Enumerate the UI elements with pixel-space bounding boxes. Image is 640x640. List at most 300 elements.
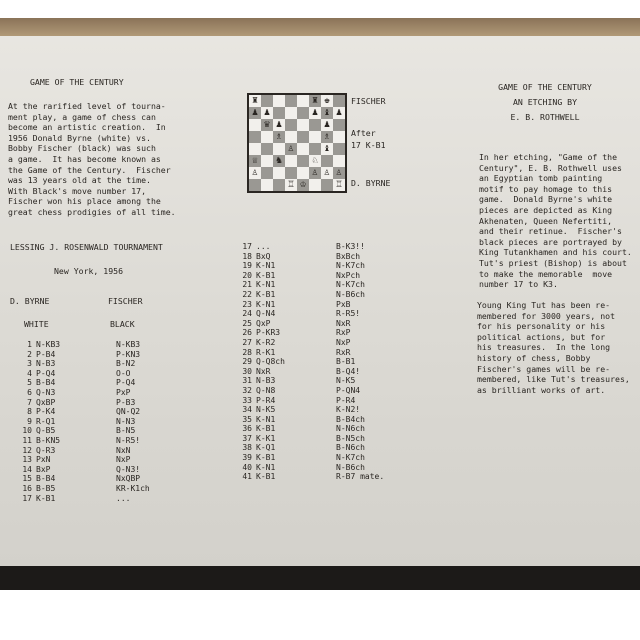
black-move: RxP — [336, 328, 351, 338]
move-number: 2 — [27, 349, 32, 359]
board-square — [273, 143, 285, 155]
white-move: B-B4 — [36, 378, 56, 388]
move-number: 21 — [242, 280, 252, 290]
right-article-title: GAME OF THE CENTURY — [498, 82, 592, 92]
black-king-icon: ♚ — [323, 95, 331, 106]
move-number: 27 — [242, 337, 252, 347]
board-square — [285, 107, 297, 119]
white-move: K-Q1 — [256, 443, 276, 453]
black-move: N-B6ch — [336, 462, 365, 472]
board-square — [249, 107, 261, 119]
text-line: history of chess, Bobby — [477, 352, 591, 363]
board-square — [273, 119, 285, 131]
move-row — [8, 484, 176, 494]
white-pawn-icon: ♙ — [335, 167, 343, 178]
white-bishop-icon: ♗ — [275, 131, 283, 142]
board-square — [321, 107, 333, 119]
black-move: O-O — [116, 368, 131, 378]
move-list-left — [8, 340, 176, 503]
black-move: P-QN4 — [336, 385, 361, 395]
move-row — [228, 415, 396, 425]
white-move: R-Q1 — [36, 416, 56, 426]
text-line: to make the memorable move — [479, 268, 613, 279]
move-number: 9 — [27, 416, 32, 426]
bottom-margin — [0, 590, 640, 640]
white-move: Q-N4 — [256, 309, 276, 319]
black-move: N-R5! — [116, 435, 141, 445]
white-move: PxN — [36, 455, 51, 465]
board-square — [273, 179, 285, 191]
board-square — [297, 143, 309, 155]
black-move: K-N2! — [336, 405, 361, 415]
move-number: 1 — [27, 340, 32, 349]
move-number: 25 — [242, 318, 252, 328]
text-line: game. Donald Byrne's white — [479, 194, 613, 205]
white-move: N-KB3 — [36, 340, 61, 349]
white-move: P-R4 — [256, 395, 276, 405]
board-square — [273, 107, 285, 119]
move-number: 38 — [242, 443, 252, 453]
white-move: N-B3 — [256, 376, 276, 386]
diagram-caption-after: After — [351, 128, 376, 138]
board-square — [321, 119, 333, 131]
move-row — [228, 252, 396, 262]
move-row — [228, 300, 396, 310]
board-square — [249, 179, 261, 191]
black-move: NxPch — [336, 270, 361, 280]
black-bishop-icon: ♝ — [323, 107, 331, 118]
white-move: K-N1 — [256, 414, 276, 424]
text-line: In her etching, "Game of the — [479, 152, 618, 162]
black-move: P-Q4 — [116, 378, 136, 388]
move-row — [228, 261, 396, 271]
board-square — [261, 167, 273, 179]
black-move: P-B3 — [116, 397, 136, 407]
black-move: QN-Q2 — [116, 407, 141, 417]
board-square — [309, 107, 321, 119]
white-move: N-B3 — [36, 359, 56, 369]
move-number: 11 — [22, 435, 32, 445]
move-row — [8, 417, 176, 427]
white-queen-icon: ♕ — [251, 155, 259, 166]
black-move: RxR — [336, 347, 351, 357]
black-column-label: BLACK — [110, 319, 135, 329]
board-square — [309, 167, 321, 179]
board-square — [333, 119, 345, 131]
tournament-place: New York, 1956 — [54, 266, 124, 276]
black-move: N-K5 — [336, 376, 356, 386]
move-row — [228, 376, 396, 386]
board-square — [285, 119, 297, 131]
diagram-bottom-player: D. BYRNE — [351, 178, 391, 188]
move-row — [8, 378, 176, 388]
white-move: B-B5 — [36, 483, 56, 493]
white-move: B-B4 — [36, 474, 56, 484]
board-square — [249, 167, 261, 179]
black-move: N-N3 — [116, 416, 136, 426]
board-square — [249, 95, 261, 107]
board-square — [285, 179, 297, 191]
move-row — [228, 434, 396, 444]
board-square — [333, 143, 345, 155]
text-line: King Tutankhamen and his court. — [479, 247, 632, 258]
white-move: Q-N8 — [256, 385, 276, 395]
move-number: 30 — [242, 366, 252, 376]
board-square — [297, 167, 309, 179]
white-rook-icon: ♖ — [335, 179, 343, 190]
board-square — [261, 95, 273, 107]
text-line: his treasures. In the long — [477, 342, 611, 353]
move-row — [8, 388, 176, 398]
move-number: 7 — [27, 397, 32, 407]
black-move: N-KB3 — [116, 340, 141, 349]
move-row — [228, 386, 396, 396]
board-square — [309, 119, 321, 131]
move-number: 3 — [27, 359, 32, 369]
move-number: 22 — [242, 289, 252, 299]
board-square — [249, 131, 261, 143]
black-pawn-icon: ♟ — [275, 119, 283, 130]
move-number: 41 — [242, 472, 252, 482]
board-square — [285, 143, 297, 155]
black-move: PxP — [116, 387, 131, 397]
black-move: P-KN3 — [116, 349, 141, 359]
board-square — [285, 167, 297, 179]
move-row — [8, 340, 176, 350]
move-number: 37 — [242, 433, 252, 443]
white-move: K-B1 — [256, 472, 276, 482]
board-square — [309, 131, 321, 143]
text-line: Century", E. B. Rothwell uses — [479, 162, 622, 173]
move-number: 17 — [242, 242, 252, 251]
board-square — [333, 107, 345, 119]
board-square — [261, 143, 273, 155]
board-square — [297, 107, 309, 119]
move-row — [228, 338, 396, 348]
right-article-paragraph-1 — [479, 152, 632, 290]
black-move: NxQBP — [116, 474, 141, 484]
move-row — [228, 319, 396, 329]
left-article-body — [8, 101, 176, 218]
move-number: 39 — [242, 453, 252, 463]
black-pawn-icon: ♟ — [263, 107, 271, 118]
move-row — [228, 396, 396, 406]
text-line: was 13 years old at the time. — [8, 175, 151, 186]
move-row — [8, 407, 176, 417]
move-number: 19 — [242, 261, 252, 271]
black-move: ... — [116, 493, 131, 503]
board-square — [321, 131, 333, 143]
board-square — [321, 143, 333, 155]
black-move: NxP — [336, 337, 351, 347]
board-square — [273, 95, 285, 107]
white-move: R-K1 — [256, 347, 276, 357]
move-number: 28 — [242, 347, 252, 357]
black-move: B-N2 — [116, 359, 136, 369]
board-square — [273, 167, 285, 179]
board-square — [261, 155, 273, 167]
move-row — [8, 455, 176, 465]
white-move: BxQ — [256, 251, 271, 261]
black-move: N-N6ch — [336, 424, 365, 434]
move-number: 29 — [242, 357, 252, 367]
black-rook-icon: ♜ — [311, 95, 319, 106]
black-move: N-K7ch — [336, 453, 365, 463]
board-square — [333, 95, 345, 107]
move-row — [228, 472, 396, 482]
move-row — [228, 424, 396, 434]
move-number: 5 — [27, 378, 32, 388]
text-line: Young King Tut has been re- — [477, 300, 611, 310]
board-square — [261, 119, 273, 131]
board-square — [333, 179, 345, 191]
black-move: P-R4 — [336, 395, 356, 405]
move-row — [8, 465, 176, 475]
board-square — [321, 179, 333, 191]
board-square — [309, 179, 321, 191]
black-rook-icon: ♜ — [251, 95, 259, 106]
chess-diagram — [247, 93, 347, 193]
board-square — [309, 155, 321, 167]
move-number: 34 — [242, 405, 252, 415]
board-square — [297, 95, 309, 107]
move-row — [228, 290, 396, 300]
black-move: N-K7ch — [336, 280, 365, 290]
move-number: 31 — [242, 376, 252, 386]
move-row — [228, 348, 396, 358]
white-move: NxR — [256, 366, 271, 376]
white-pawn-icon: ♙ — [323, 167, 331, 178]
move-number: 36 — [242, 424, 252, 434]
black-move: PxB — [336, 299, 351, 309]
white-move: K-B1 — [256, 453, 276, 463]
board-square — [297, 119, 309, 131]
white-column-label: WHITE — [24, 319, 49, 329]
text-line: motif to pay homage to this — [479, 183, 613, 194]
move-number: 13 — [22, 455, 32, 465]
board-square — [309, 143, 321, 155]
board-square — [333, 131, 345, 143]
white-move: K-K1 — [256, 433, 276, 443]
black-move: B-Q4! — [336, 366, 361, 376]
move-number: 23 — [242, 299, 252, 309]
move-row — [228, 280, 396, 290]
board-square — [261, 179, 273, 191]
board-square — [285, 95, 297, 107]
black-move: B-K3!! — [336, 242, 365, 251]
move-row — [8, 350, 176, 360]
move-number: 24 — [242, 309, 252, 319]
move-number: 8 — [27, 407, 32, 417]
black-move: NxR — [336, 318, 351, 328]
text-line: With Black's move number 17, — [8, 185, 147, 196]
black-pawn-icon: ♟ — [311, 107, 319, 118]
text-line: Fischer's games will be re- — [477, 363, 611, 374]
white-move: Q-R3 — [36, 445, 56, 455]
diagram-caption-move: 17 K-B1 — [351, 140, 386, 150]
black-move: B-N6ch — [336, 443, 365, 453]
black-pawn-icon: ♟ — [323, 119, 331, 130]
board-square — [333, 155, 345, 167]
move-number: 10 — [22, 426, 32, 436]
board-square — [321, 95, 333, 107]
move-number: 15 — [22, 474, 32, 484]
black-move: BxBch — [336, 251, 361, 261]
move-row — [228, 443, 396, 453]
black-bishop-icon: ♝ — [323, 143, 331, 154]
text-line: and their retinue. Fischer's — [479, 226, 622, 237]
white-bishop-icon: ♗ — [323, 131, 331, 142]
white-move: K-B1 — [36, 493, 56, 503]
black-pawn-icon: ♟ — [335, 107, 343, 118]
move-number: 40 — [242, 462, 252, 472]
text-line: for his personality or his — [477, 321, 606, 332]
text-line: Tut's priest (Bishop) is about — [479, 257, 627, 268]
text-line: Akhenaten, Queen Nefertiti, — [479, 215, 613, 226]
diagram-top-player: FISCHER — [351, 96, 386, 106]
black-move: NxN — [116, 445, 131, 455]
white-move: ... — [256, 242, 271, 251]
white-move: BxP — [36, 464, 51, 474]
board-square — [261, 131, 273, 143]
black-move: R-B7 mate. — [336, 472, 385, 482]
board-square — [249, 155, 261, 167]
white-move: P-K4 — [36, 407, 56, 417]
move-number: 33 — [242, 395, 252, 405]
move-number: 32 — [242, 385, 252, 395]
right-article-author: E. B. ROTHWELL — [510, 112, 580, 122]
white-move: K-B1 — [256, 289, 276, 299]
board-square — [309, 95, 321, 107]
black-move: N-B6ch — [336, 289, 365, 299]
white-move: Q-Q8ch — [256, 357, 285, 367]
white-rook-icon: ♖ — [287, 179, 295, 190]
text-line: black pieces are portrayed by — [479, 236, 622, 247]
board-square — [297, 179, 309, 191]
move-number: 35 — [242, 414, 252, 424]
move-row — [228, 328, 396, 338]
white-move: K-N1 — [256, 261, 276, 271]
board-square — [321, 167, 333, 179]
text-line: the Game of the Century. Fischer — [8, 164, 171, 175]
move-number: 16 — [22, 483, 32, 493]
black-player-name: FISCHER — [108, 296, 143, 306]
move-row — [228, 271, 396, 281]
text-line: political actions, but for — [477, 331, 606, 342]
move-row — [8, 436, 176, 446]
move-row — [228, 453, 396, 463]
move-row — [8, 369, 176, 379]
move-list-right — [228, 242, 396, 482]
black-move: Q-N3! — [116, 464, 141, 474]
tournament-name: LESSING J. ROSENWALD TOURNAMENT — [10, 242, 163, 252]
black-move: NxP — [116, 455, 131, 465]
white-pawn-icon: ♙ — [287, 143, 295, 154]
move-row — [228, 309, 396, 319]
text-line: a game. It has become known as — [8, 153, 161, 164]
white-king-icon: ♔ — [299, 179, 307, 190]
move-number: 14 — [22, 464, 32, 474]
right-article-paragraph-2 — [477, 300, 630, 395]
board-square — [285, 131, 297, 143]
black-move: B-N5ch — [336, 433, 365, 443]
white-move: K-N1 — [256, 280, 276, 290]
move-row — [8, 426, 176, 436]
move-row — [228, 357, 396, 367]
board-square — [297, 155, 309, 167]
move-row — [8, 494, 176, 504]
move-number: 20 — [242, 270, 252, 280]
white-move: N-K5 — [256, 405, 276, 415]
board-square — [333, 167, 345, 179]
white-move: QxBP — [36, 397, 56, 407]
text-line: 1956 Donald Byrne (white) vs. — [8, 132, 151, 143]
white-move: Q-B5 — [36, 426, 56, 436]
text-line: membered for 3000 years, not — [477, 310, 616, 321]
black-move: B-N5 — [116, 426, 136, 436]
move-row — [228, 367, 396, 377]
move-row — [8, 446, 176, 456]
text-line: as brilliant works of art. — [477, 384, 606, 395]
black-queen-icon: ♛ — [263, 119, 271, 130]
black-move: R-R5! — [336, 309, 361, 319]
move-row — [8, 359, 176, 369]
left-article-title: GAME OF THE CENTURY — [30, 77, 124, 87]
text-line: At the rarified level of tourna- — [8, 101, 166, 111]
white-move: K-N1 — [256, 462, 276, 472]
white-pawn-icon: ♙ — [311, 167, 319, 178]
white-player-name: D. BYRNE — [10, 296, 50, 306]
text-line: an Egyptian tomb painting — [479, 173, 603, 184]
text-line: ment play, a game of chess can — [8, 111, 156, 122]
text-line: number 17 to K3. — [479, 279, 558, 290]
text-line: membered, like Tut's treasures, — [477, 374, 630, 385]
white-knight-icon: ♘ — [311, 155, 319, 166]
white-move: K-B1 — [256, 424, 276, 434]
text-line: become an artistic creation. In — [8, 122, 166, 133]
black-move: B-B4ch — [336, 414, 365, 424]
white-move: Q-N3 — [36, 387, 56, 397]
black-move: N-K7ch — [336, 261, 365, 271]
board-square — [273, 131, 285, 143]
board-square — [285, 155, 297, 167]
board-square — [249, 143, 261, 155]
board-square — [297, 131, 309, 143]
white-move: P-B4 — [36, 349, 56, 359]
board-square — [321, 155, 333, 167]
move-number: 17 — [22, 493, 32, 503]
move-row — [228, 405, 396, 415]
frame-bottom-edge — [0, 566, 640, 590]
move-number: 4 — [27, 368, 32, 378]
black-pawn-icon: ♟ — [251, 107, 259, 118]
move-number: 6 — [27, 387, 32, 397]
white-move: P-Q4 — [36, 368, 56, 378]
white-move: B-KN5 — [36, 435, 61, 445]
move-number: 12 — [22, 445, 32, 455]
board-square — [249, 119, 261, 131]
text-line: Fischer won his place among the — [8, 196, 161, 207]
text-line: Bobby Fischer (black) was such — [8, 143, 156, 154]
white-move: K-R2 — [256, 337, 276, 347]
board-square — [273, 155, 285, 167]
white-pawn-icon: ♙ — [251, 167, 259, 178]
move-number: 26 — [242, 328, 252, 338]
move-row — [8, 398, 176, 408]
board-square — [261, 107, 273, 119]
right-article-subtitle: AN ETCHING BY — [512, 97, 578, 107]
white-move: K-N1 — [256, 299, 276, 309]
